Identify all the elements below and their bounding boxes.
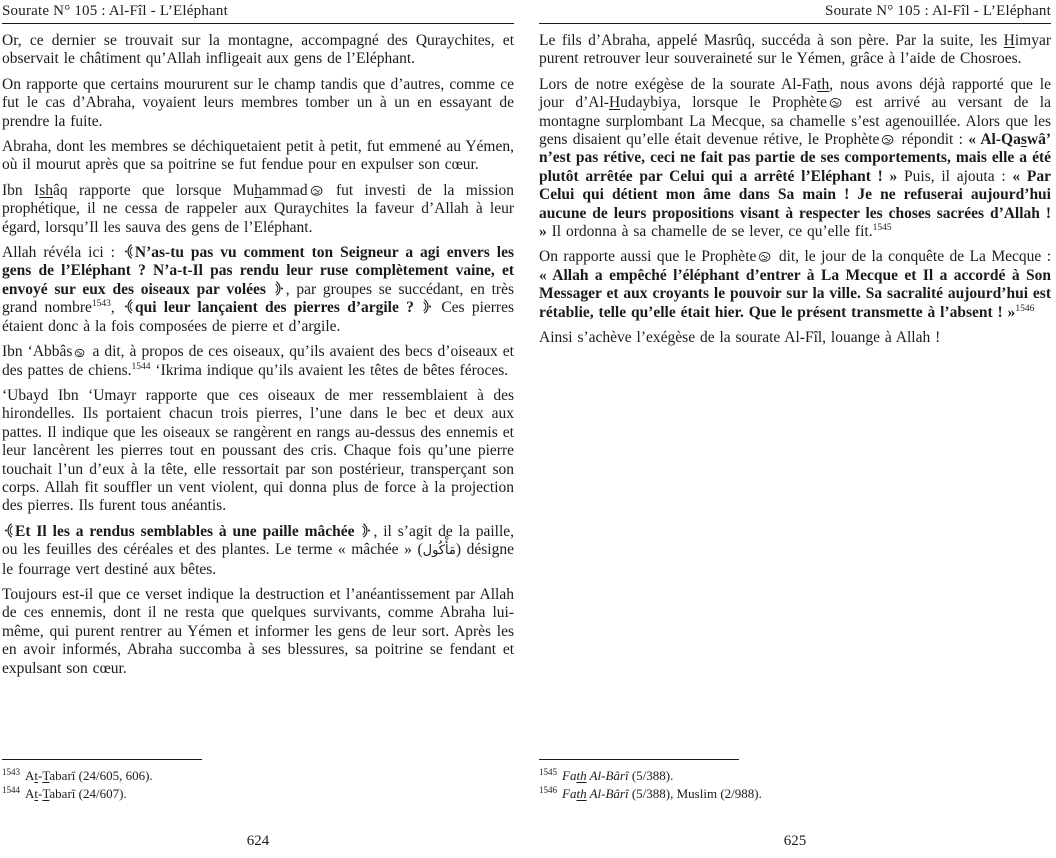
saws-calligraphy-icon (758, 251, 771, 263)
footnote-number: 1546 (539, 784, 557, 795)
text-run: qui leur lançaient des pierres d’argile ? (135, 299, 422, 317)
text-run: dit, le jour de la conquête de La Mecque : (773, 248, 1052, 266)
footnote-ref: 1545 (872, 222, 892, 233)
paragraph (539, 248, 1051, 322)
footnote (2, 785, 514, 803)
text-run: (5/388). (628, 768, 674, 783)
quran-quote-open-icon (124, 299, 133, 314)
text-run: « Al-Qa (968, 131, 1021, 149)
text-run: Abraha, dont les membres se déchiquetaient petit à petit, fut emmené au Yémen, où il mourut après que sa poitrine se fut fendue pour en expulser son cœur. (2, 138, 514, 174)
page-number: 624 (246, 833, 270, 849)
text-run: t (34, 786, 39, 801)
text-run: , (110, 299, 123, 317)
text-run: fut investi de la mission prophétique, il ne cessa de rappeler aux Quraychites la faveur d’Allah à leur égard, lorsqu’Il les sauva des gens de l’Eléphant. (2, 181, 514, 236)
text-run: H (1003, 32, 1015, 49)
saws-calligraphy-icon (829, 97, 842, 109)
text-run: Al-Bârî (586, 768, 629, 783)
footnote-number: 1544 (2, 784, 20, 795)
text-run: Et Il les a rendus semblables à une paille mâchée (15, 522, 361, 540)
footnote (539, 767, 1051, 785)
paragraph (2, 76, 514, 131)
paragraph (539, 32, 1051, 69)
paragraph (2, 182, 514, 237)
text-run: wâ’ n’est pas rétive, ceci ne fait pas partie de ses comportements, mais elle a été plutôt arrêtée par Celui qui a arrêté l’Eléphant ! » (539, 131, 1051, 185)
footnotes (2, 767, 514, 803)
footnotes (539, 767, 1051, 803)
text-run: Puis, il ajouta : (897, 167, 1013, 185)
text-run: , il s’agit de la paille, ou les feuilles des céréales et des plantes. Le terme « mâchée » ( (2, 522, 515, 559)
text-run: ammad (261, 181, 308, 199)
text-run: T (42, 786, 50, 801)
paragraph (2, 523, 514, 579)
text-run: imyar purent retrouver leur souveraineté sur le Yémen, grâce à l’aide de Chosroes. (539, 32, 1051, 68)
paragraph (2, 32, 514, 69)
paragraph (2, 586, 514, 678)
text-run: Lors de notre exégèse de la sourate Al-Fa (539, 75, 818, 93)
saws-calligraphy-icon (310, 185, 323, 197)
page-body (539, 24, 1051, 355)
text-run: N’as-tu pas vu comment ton Seigneur a agi envers les gens de l’Eléphant ? N’a-t-Il pas rendu leur ruse complètement vaine, et envoyé sur eux des oiseaux par volées (2, 244, 515, 298)
text-run: h (254, 181, 262, 199)
paragraph (2, 387, 514, 516)
text-run: - (38, 768, 43, 783)
text-run: , par groupes se succédant, en très grand nombre (2, 280, 514, 317)
text-run: Il ordonna à sa chamelle de se lever, ce qu’elle fit. (546, 223, 873, 241)
text-run: th (817, 75, 830, 93)
running-title: Sourate N° 105 : Al-Fîl - L’Eléphant (2, 3, 228, 19)
text-run: A (25, 768, 35, 783)
text-run: Fa (562, 786, 577, 801)
text-run: t (34, 768, 39, 783)
footnote-separator (2, 759, 202, 760)
page-left (2, 2, 514, 856)
paragraph (2, 138, 514, 175)
text-run: « Allah a empêché l’éléphant d’entrer à La Mecque et Il a accordé à Son Messager et aux croyants le pouvoir sur la ville. Sa sacralité aujourd’hui est rétablie, telle qu’elle était hier. Que le présent transmette à l’absent ! » (539, 266, 1051, 321)
text-run: Le fils d’Abraha, appelé Masrûq, succéda à son père. Par la suite, les (539, 32, 1004, 49)
text-run: Toujours est-il que ce verset indique la destruction et l’anéantissement par Allah de ces ennemis, dont il ne resta que quelques survivants, comme Abraha lui-même, qui purent rentrer au Yémen et informer les gens de leur sort. Après les en avoir informés, Abraha succomba à ses blessures, sa poitrine se fendant et expulsant son cœur. (2, 585, 514, 677)
text-run: (5/388), Muslim (2/988). (628, 786, 762, 801)
text-run: répondit : (896, 131, 969, 149)
radiallahu-anhu-icon (74, 348, 85, 358)
arabic-term: مَأْكُول (422, 543, 456, 559)
text-run: T (42, 768, 50, 783)
footnote (2, 767, 514, 785)
footnote-area (2, 759, 514, 803)
text-run: ) désigne le fourrage vert destiné aux bêtes. (2, 541, 514, 578)
text-run: On rapporte aussi que le Prophète (539, 248, 757, 266)
page-header (539, 2, 1051, 24)
text-run: Fa (562, 768, 577, 783)
text-run: abarî (24/607). (49, 786, 127, 801)
text-run: , nous avons déjà rapporté que le jour d’Al- (539, 75, 1051, 112)
paragraph (2, 343, 514, 380)
running-title: Sourate N° 105 : Al-Fîl - L’Eléphant (825, 3, 1051, 19)
text-run: Or, ce dernier se trouvait sur la montagne, accompagné des Quraychites, et observait le châtiment qu’Allah infligeait aux gens de l’Eléphant. (2, 32, 514, 68)
quran-quote-close-icon (423, 299, 432, 314)
footnote (539, 785, 1051, 803)
text-run: Ibn ‘Abbâs (2, 343, 73, 361)
text-run: A (25, 786, 35, 801)
text-run: ‘Ikrima indique qu’ils avaient les têtes de bêtes féroces. (150, 361, 509, 379)
text-run: ‘Ubayd Ibn ‘Umayr rapporte que ces oiseaux de mer ressemblaient à des hirondelles. Ils portaient chacun trois pierres, l’une dans le bec et deux aux pattes. Il indique que les oiseaux se rangèrent en rangs au-dessus des ennemis et leur lancèrent les pierres tout en poussant des cris. Chaque fois qu’une pierre touchait l’un d’eux à la tête, elle ressortait par son postérieur, transperçant son corps. Allah fit souffler un vent violent, qui donna plus de force à la projection des pierres. Ils furent tous anéantis. (2, 386, 514, 515)
quran-quote-close-icon (275, 281, 284, 296)
footnote-ref: 1546 (1015, 303, 1035, 314)
saws-calligraphy-icon (881, 134, 894, 146)
text-run: « Par Celui qui détient mon âme dans Sa main ! Je ne refuserai aujourd’hui aucune de leurs propositions visant à respecter les choses sacrées d’Allah ! » (539, 167, 1051, 241)
text-run: On rapporte que certains moururent sur le champ tandis que d’autres, comme ce fut le cas d’Abraha, voyaient leurs membres tomber un à un en essayant de prendre la fuite. (2, 75, 514, 130)
footnote-ref: 1543 (91, 299, 111, 310)
text-run: Ibn I (2, 181, 40, 199)
text-run: âq rapporte que lorsque Mu (52, 181, 255, 199)
text-run: H (608, 94, 621, 112)
text-run: Ces pierres étaient donc à la fois composées de pierre et d’argile. (2, 299, 515, 335)
page-body (2, 24, 514, 685)
paragraph (539, 76, 1051, 242)
text-run: Ainsi s’achève l’exégèse de la sourate Al-Fîl, louange à Allah ! (539, 329, 941, 347)
text-run: th (576, 768, 587, 783)
page-number: 625 (783, 833, 807, 849)
text-run: s (1020, 131, 1027, 149)
footnote-number: 1545 (539, 766, 557, 777)
footnote-area (539, 759, 1051, 803)
text-run: Allah révéla ici : (2, 244, 122, 262)
footnote-separator (539, 759, 739, 760)
text-run: a dit, à propos de ces oiseaux, qu’ils avaient des becs d’oiseaux et des pattes de chiens. (2, 343, 514, 379)
page-right (539, 2, 1051, 856)
footnote-ref: 1544 (131, 361, 151, 372)
text-run: udaybiya, lorsque le Prophète (620, 94, 827, 112)
page-header (2, 2, 514, 24)
text-run: est arrivé au versant de la montagne surplombant La Mecque, sa chamelle s’est agenouillée. Alors que les gens disaient qu’elle était devenue rétive, le Prophète (539, 94, 1051, 149)
paragraph (539, 329, 1051, 347)
quran-quote-open-icon (124, 244, 133, 259)
footnote-number: 1543 (2, 766, 20, 777)
text-run: th (576, 786, 587, 801)
quran-quote-close-icon (362, 523, 371, 538)
quran-quote-open-icon (4, 523, 13, 538)
text-run: sh (39, 181, 53, 199)
paragraph (2, 244, 514, 336)
text-run: Al-Bârî (586, 786, 629, 801)
text-run: - (38, 786, 43, 801)
text-run: abarî (24/605, 606). (49, 768, 153, 783)
